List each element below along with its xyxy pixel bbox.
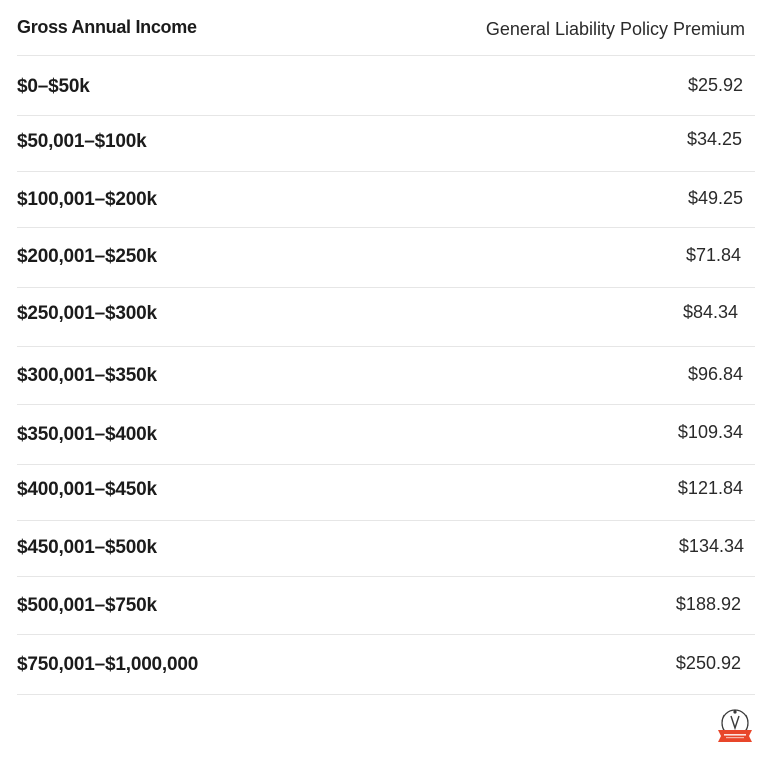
- header-policy-premium: General Liability Policy Premium: [485, 19, 745, 39]
- table-row: [17, 116, 755, 172]
- row-income: $200,001–$250k: [17, 246, 157, 267]
- row-premium: $25.92: [687, 75, 743, 95]
- table-row: [17, 405, 755, 465]
- table-header: [17, 0, 755, 56]
- row-premium: $250.92: [675, 653, 741, 673]
- table-row: [17, 172, 755, 228]
- row-income: $500,001–$750k: [17, 595, 157, 616]
- row-income: $400,001–$450k: [17, 479, 157, 500]
- row-income: $0–$50k: [17, 76, 90, 97]
- table-row: [17, 521, 755, 577]
- row-premium: $109.34: [677, 422, 743, 442]
- table-row: [17, 577, 755, 635]
- row-premium: $49.25: [687, 188, 743, 208]
- row-income: $50,001–$100k: [17, 131, 147, 152]
- row-income: $300,001–$350k: [17, 365, 157, 386]
- row-premium: $84.34: [682, 302, 738, 322]
- row-income: $450,001–$500k: [17, 537, 157, 558]
- header-gross-annual-income: Gross Annual Income: [17, 17, 197, 37]
- row-income: $250,001–$300k: [17, 303, 157, 324]
- row-income: $750,001–$1,000,000: [17, 654, 199, 675]
- table-row: [17, 465, 755, 521]
- table-row: [17, 288, 755, 347]
- table-row: [17, 635, 755, 695]
- row-premium: $188.92: [675, 594, 741, 614]
- table-row: [17, 347, 755, 405]
- row-income: $350,001–$400k: [17, 424, 157, 445]
- row-premium: $96.84: [687, 364, 743, 384]
- table-row: [17, 228, 755, 288]
- premium-table: [17, 0, 755, 695]
- badge-logo-icon: [714, 706, 756, 746]
- row-income: $100,001–$200k: [17, 189, 157, 210]
- row-premium: $121.84: [677, 478, 743, 498]
- row-premium: $34.25: [686, 129, 742, 149]
- table-row: [17, 56, 755, 116]
- row-premium: $134.34: [678, 536, 744, 556]
- row-premium: $71.84: [685, 245, 741, 265]
